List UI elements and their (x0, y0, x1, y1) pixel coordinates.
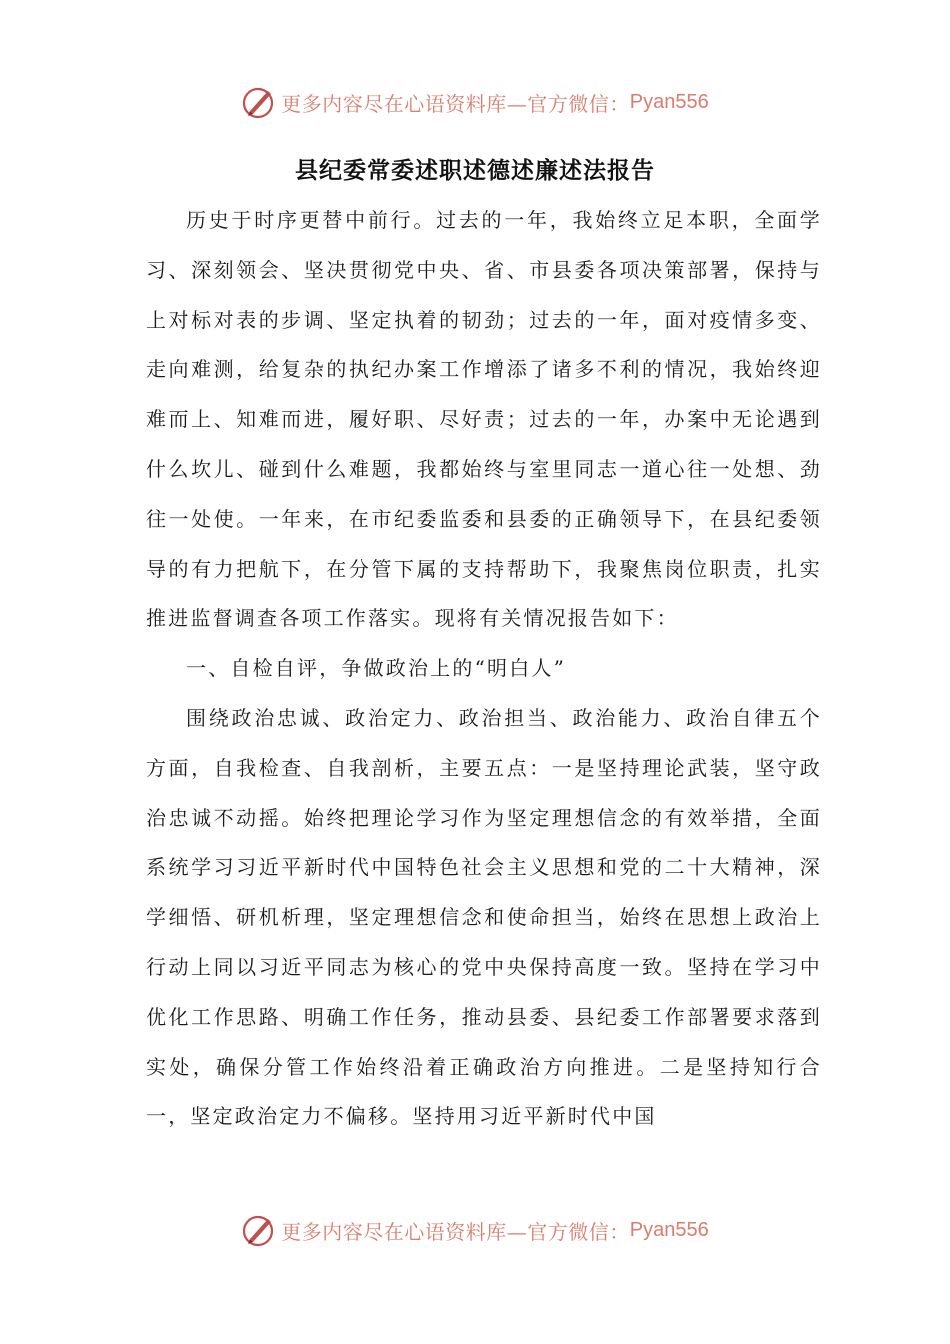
wechat-id: Pyan556 (629, 90, 709, 113)
paragraph-intro: 历史于时序更替中前行。过去的一年，我始终立足本职，全面学习、深刻领会、坚决贯彻党中央、省、市县委各项决策部署，保持与上对标对表的步调、坚定执着的韧劲；过去的一年，面对疫情多变、走向难测，给复杂的执纪办案工作增添了诸多不利的情况，我始终迎难而上、知难而进，履好职、尽好责；过去的一年，办案中无论遇到什么坎儿、碰到什么难题，我都始终与室里同志一道心往一处想、劲往一处使。一年来，在市纪委监委和县委的正确领导下，在县纪委领导的有力把航下，在分管下属的支持帮助下，我聚焦岗位职责，扎实推进监督调查各项工作落实。现将有关情况报告如下： (146, 208, 822, 631)
document-title: 县纪委常委述职述德述廉述法报告 (295, 157, 655, 184)
paragraph-section-one: 围绕政治忠诚、政治定力、政治担当、政治能力、政治自律五个方面，自我检查、自我剖析，主要五点：一是坚持理论武装，坚守政治忠诚不动摇。始终把理论学习作为坚定理想信念的有效举措，全面系统学习习近平新时代中国特色社会主义思想和党的二十大精神，深学细悟、研机析理，坚定理想信念和使命担当，始终在思想上政治上行动上同以习近平同志为核心的党中央保持高度一致。坚持在学习中优化工作思路、明确工作任务，推动县委、县纪委工作部署要求落到实处，确保分管工作始终沿着正确政治方向推进。二是坚持知行合一，坚定政治定力不偏移。坚持用习近平新时代中国 (146, 705, 822, 1129)
footer-watermark-banner (0, 1208, 950, 1252)
banner-text: 更多内容尽在心语资料库—官方微信： (281, 91, 630, 116)
pen-logo-icon (241, 84, 277, 120)
pen-logo-icon (241, 1212, 277, 1248)
wechat-id: Pyan556 (629, 1218, 709, 1241)
document-body (146, 196, 822, 1142)
section-heading: 一、自检自评，争做政治上的“明白人” (186, 656, 567, 681)
banner-text: 更多内容尽在心语资料库—官方微信： (281, 1219, 630, 1244)
header-watermark-banner (0, 80, 950, 124)
